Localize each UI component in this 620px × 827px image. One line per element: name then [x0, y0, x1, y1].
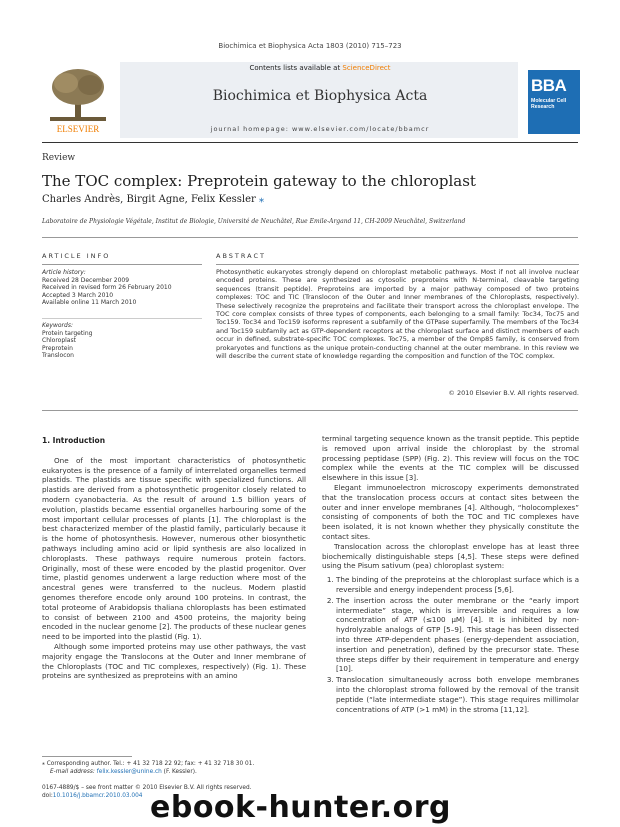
copyright: © 2010 Elsevier B.V. All rights reserved.: [448, 389, 579, 397]
keyword: Chloroplast: [42, 337, 76, 344]
section-heading: 1. Introduction: [42, 436, 106, 445]
list-item: 1. The binding of the preproteins at the chloroplast surface which is a reversible and energy independent process [5,6].: [336, 575, 579, 595]
elsevier-tree-icon: [42, 63, 114, 135]
footnote-rule: [42, 756, 132, 757]
contents-line: Contents lists available at ScienceDirect: [249, 64, 391, 72]
elsevier-wordmark: ELSEVIER: [56, 124, 100, 134]
list-item: 2. The insertion across the outer membrane or the “early import intermediate” stage, which is irreversible and requires a low concentration of ATP (≤100 µM) [4]. It is inhibited by non-hydrolyzable analogs of GTP [5–9]. This stage has been dissected into three ATP-dependent phases (energy-dependent association, insertion and penetration), defined by the precursor state. These three steps differ by their requirement in temperature and energy [10].: [336, 596, 579, 674]
keyword: Protein targeting: [42, 329, 93, 337]
footnote: ⁎ Corresponding author. Tel.: + 41 32 718 22 92; fax: + 41 32 718 30 01. E-mail address: felix.kessler@unine.ch (F. Kessler).: [42, 761, 312, 776]
watermark-text: ebook-hunter.org: [150, 790, 451, 825]
article-history: Article history: Received 28 December 2009 Received in revised form 26 February 2010 Accepted 3 March 2010 Available online 11 March 2010: [42, 269, 207, 307]
history-line: Available online 11 March 2010: [42, 299, 137, 306]
paragraph: Elegant immunoelectron microscopy experiments demonstrated that the translocation process occurs at contact sites between the outer and inner envelope membranes [4]. Although, “holocomplexes” consisting of components of both the TOC and TIC complexes have been isolated, it is not known whether they physically constitute the contact sites.: [322, 482, 579, 541]
abstract-rule: [216, 264, 579, 265]
issn-block: 0167-4889/$ – see front matter © 2010 Elsevier B.V. All rights reserved. doi:10.1016/j.bbamcr.2010.03.004: [42, 785, 312, 800]
article-title: The TOC complex: Preprotein gateway to the chloroplast: [42, 172, 476, 190]
paragraph: Although some imported proteins may use other pathways, the vast majority engage the Translocons at the Outer and Inner membrane of the Chloroplasts (TOC and TIC complexes, respectively) (Fig. 1). These proteins are synthesized as preproteins with an amino: [42, 641, 306, 681]
author-list: Charles Andrès, Birgit Agne, Felix Kessler ⁎: [42, 194, 264, 205]
issn-line: 0167-4889/$ – see front matter © 2010 Elsevier B.V. All rights reserved.: [42, 785, 252, 791]
affiliation: Laboratoire de Physiologie Végétale, Institut de Biologie, Université de Neuchâtel, Rue Emile-Argand 11, CH-2009 Neuchâtel, Switzerland: [42, 218, 466, 225]
corresponding-author-note: ⁎ Corresponding author. Tel.: + 41 32 718 22 92; fax: + 41 32 718 30 01.: [42, 761, 255, 767]
article-info-rule: [42, 264, 202, 265]
journal-name: Biochimica et Biophysica Acta: [212, 88, 428, 104]
paragraph: One of the most important characteristics of photosynthetic eukaryotes is the presence of a family of interrelated organelles termed plastids. The plastids are tissue specific with specialized functions. All plastids are derived from a photosynthetic progenitor closely related to modern cyanobacteria. As the result of around 1.5 billion years of evolution, plastids became essential organelles harbouring some of the most important cellular processes of plants [1]. The chloroplast is the best characterized member of the plastid family, particularly because it is the home of photosynthesis. However, numerous other biosynthetic pathways including amino acid or lipid synthesis are also localized in chloroplasts. These pathways require numerous protein factors. Originally, most of these were encoded by the plastid progenitor. Over time, plastid genomes underwent a large reduction where most of the ancestral genes were transferred to the nucleus. Modern plastid genomes therefore encode only around 100 proteins. In contrast, the total proteome of Arabidopsis thaliana chloroplasts has been estimated to consist of between 2100 and 4500 proteins, the majority being encoded in the nuclear genome [2]. The products of these nuclear genes need to be imported into the plastid (Fig. 1).: [42, 455, 306, 642]
left-column: [42, 436, 306, 681]
right-column: [322, 434, 579, 715]
journal-cover: [528, 70, 580, 134]
step-list: [322, 575, 579, 714]
doi-link[interactable]: 10.1016/j.bbamcr.2010.03.004: [52, 792, 143, 799]
paragraph: terminal targeting sequence known as the transit peptide. This peptide is removed upon arrival inside the chloroplast by the stromal processing peptidase (SPP) (Fig. 2). This review will focus on the TOC complex while the events at the TIC complex will be discussed elsewhere in this issue [3].: [322, 434, 579, 483]
cover-subtitle: Molecular Cell Research: [531, 98, 567, 110]
corresponding-author-mark[interactable]: ⁎: [258, 194, 264, 205]
journal-reference: Biochimica et Biophysica Acta 1803 (2010) 715–723: [218, 42, 402, 50]
keywords-rule: [42, 318, 202, 319]
elsevier-logo: [42, 63, 114, 135]
info-top-rule: [42, 237, 578, 238]
keyword: Preprotein: [42, 344, 73, 352]
abstract-heading: ABSTRACT: [216, 252, 266, 260]
article-info-heading: ARTICLE INFO: [42, 252, 111, 260]
history-line: Received 28 December 2009: [42, 276, 130, 284]
list-item: 3. Translocation simultaneously across both envelope membranes into the chloroplast stroma followed by the removal of the transit peptide (“late intermediate stage”). This stage requires millimolar concentrations of ATP (>1 mM) in the stroma [11,12].: [336, 675, 579, 714]
email-link[interactable]: felix.kessler@unine.ch: [96, 768, 162, 775]
body-top-rule: [42, 410, 578, 411]
journal-homepage[interactable]: journal homepage: www.elsevier.com/locate/bbamcr: [210, 125, 430, 133]
history-line: Received in revised form 26 February 2010: [42, 284, 172, 291]
abstract-text: Photosynthetic eukaryotes strongly depend on chloroplast metabolic pathways. Most if not all involve nuclear encoded proteins. These are synthesized as cytosolic preproteins with N-terminal, cleavable targeting sequences (transit peptide). Preproteins are imported by a major pathway composed of two proteins complexes: TOC and TIC (Translocon of the Outer and Inner membranes of the Chloroplasts, respectively). These selectively recognize the preproteins and facilitate their transport across the chloroplast envelope. The TOC core complex consists of three types of components, each belonging to a small family: Toc34, Toc75 and Toc159. Toc34 and Toc159 isoforms represent a subfamily of the GTPase superfamily. The members of the Toc34 and Toc159 subfamily act as GTP-dependent receptors at the chloroplast surface and distinct members of each occur in defined, substrate-specific TOC complexes. Toc75, a member of the Omp85 family, is conserved from prokaryotes and functions as the unique protein-conducting channel at the outer membrane. In this review we will describe the current state of knowledge regarding the composition and function of the TOC complex.: [216, 268, 579, 361]
header-rule: [42, 142, 578, 143]
keyword: Translocon: [42, 352, 74, 359]
paragraph: Translocation across the chloroplast envelope has at least three biochemically distinguishable steps [4,5]. These steps were defined using the Pisum sativum (pea) chloroplast system:: [322, 541, 579, 571]
history-line: Accepted 3 March 2010: [42, 291, 114, 299]
cover-title: BBA: [531, 76, 567, 95]
article-type: Review: [42, 153, 76, 163]
keywords: Keywords: Protein targeting Chloroplast Preprotein Translocon: [42, 322, 207, 360]
sciencedirect-link[interactable]: ScienceDirect: [342, 64, 391, 72]
